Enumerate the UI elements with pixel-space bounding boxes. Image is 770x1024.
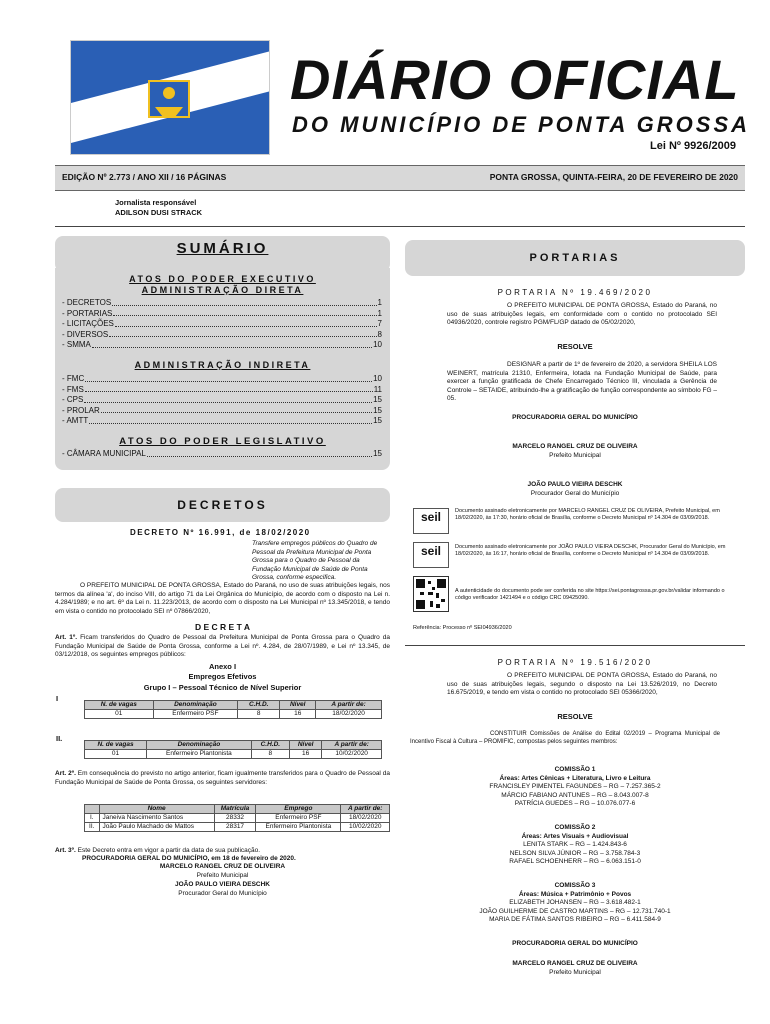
sumario-item[interactable]: - AMTT 15 [62, 416, 382, 425]
decreto-sig1: MARCELO RANGEL CRUZ DE OLIVEIRA [159, 863, 286, 870]
edition-info: EDIÇÃO Nº 2.773 / ANO XII / 16 PÁGINAS [62, 172, 227, 182]
journalist-name: ADILSON DUSI STRACK [115, 208, 203, 217]
sumario-item[interactable]: - DIVERSOS 8 [62, 329, 382, 339]
comissao-3: COMISSÃO 3 Áreas: Música + Patrimônio + Povos ELIZABETH JOHANSEN – RG – 3.618.482-1 JOÃO GUILHERME DE CASTRO MARTINS – RG – 12.731.740-1 MARIA DE FÁTIMA SANTOS RIBEIRO – RG – 6.411.584-9 [479, 882, 671, 923]
anexo-heading: Anexo I [208, 662, 237, 671]
portaria-2-number: PORTARIA Nº 19.516/2020 [497, 658, 653, 667]
sumario-item[interactable]: - FMC 10 [62, 374, 382, 383]
portaria-1-number: PORTARIA Nº 19.469/2020 [497, 288, 653, 297]
vagas-table-2: N. de vagas Denominação C.H.D. Nível A partir de: 01 Enfermeiro Plantonista 8 16 10/02/2020 [84, 740, 382, 759]
qr-verification-text: A autenticidade do documento pode ser conferida no site https://sei.pontagrossa.pr.gov.br/validar informando o código verificador 1421494 e o código CRC 09425090. [455, 588, 725, 601]
indireta-heading: ADMINISTRAÇÃO INDIRETA [134, 360, 311, 370]
legislativo-heading: ATOS DO PODER LEGISLATIVO [119, 436, 326, 447]
portarias-title: PORTARIAS [529, 252, 621, 264]
decreto-ementa: Transfere empregos públicos do Quadro de Pessoal da Prefeitura Municipal de Ponta Grossa para o Quadro de Pessoal da Fundação Municipal de Saúde de Ponta Grossa, conforme especifica. [252, 540, 378, 581]
portaria-1-sig1-role: Prefeito Municipal [549, 452, 601, 459]
portaria-2-intro: O PREFEITO MUNICIPAL DE PONTA GROSSA, Estado do Paraná, no uso de suas atribuições legais, segundo o disposto na Lei 13.526/2019, no Decreto 16.675/2019, e tendo em vista o contido no protocolado SEI 05366/2020, [447, 672, 717, 696]
sumario-item[interactable]: - PORTARIAS 1 [62, 308, 382, 318]
sumario-item[interactable]: - FMS 11 [62, 384, 382, 394]
journalist-block [115, 198, 202, 218]
indireta-list [62, 374, 382, 427]
table-row: I. Janeiva Nascimento Santos 28332 Enfermeiro PSF 18/02/2020 [85, 814, 390, 823]
sumario-item[interactable]: - CPS 15 [62, 395, 382, 404]
empregos-heading: Empregos Efetivos [188, 672, 257, 681]
masthead-subtitle: DO MUNICÍPIO DE PONTA GROSSA [292, 112, 751, 137]
portaria-2-sig1-role: Prefeito Municipal [549, 969, 601, 976]
servidores-table: Nome Matrícula Emprego A partir de: I. Janeiva Nascimento Santos 28332 Enfermeiro PSF 18/02/2020 II. João Paulo Machado de Mattos 28317 Enfermeiro Plantonista 10/02/2020 [84, 804, 390, 832]
sumario-item[interactable]: - SMMA 10 [62, 340, 382, 349]
decretos-title: DECRETOS [177, 498, 268, 512]
exec-heading: ATOS DO PODER EXECUTIVO [129, 274, 316, 284]
decreto-intro: O PREFEITO MUNICIPAL DE PONTA GROSSA, Estado do Paraná, no uso de suas atribuições legais, nos termos da alínea 'a', do inciso VIII, do artigo 71 da Lei Orgânica do Município, de acordo com o disposto na Lei n. 4.284/1989; e no art. 6º da Lei n. 11.223/2013, de acordo com o disposto na Lei Municipal nº 13.345/2018, e tendo em vista o contido no protocolado SEI nº 07866/2020, [55, 582, 390, 615]
portaria-1-resolve: RESOLVE [557, 342, 593, 351]
portaria-1-sig1: MARCELO RANGEL CRUZ DE OLIVEIRA [512, 443, 638, 450]
portaria-1-sig2-role: Procurador Geral do Município [530, 490, 620, 497]
sei-signature-2: Documento assinado eletronicamente por JOÃO PAULO VIEIRA DESCHK, Procurador Geral do Município, em 18/02/2020, às 16:17, horário oficial de Brasília, conforme o Decreto Municipal nº 14.304 de 03/09/2018. [455, 544, 726, 557]
direta-heading: ADMINISTRAÇÃO DIRETA [141, 285, 304, 295]
process-reference: Referência: Processo nº SEI04936/2020 [413, 625, 512, 631]
decreto-sig2-role: Procurador Geral do Município [178, 890, 267, 897]
portaria-1-sig2: JOÃO PAULO VIEIRA DESCHK [527, 481, 623, 488]
divider [55, 226, 745, 227]
edition-date: PONTA GROSSA, QUINTA-FEIRA, 20 DE FEVEREIRO DE 2020 [489, 172, 738, 182]
comissao-1: COMISSÃO 1 Áreas: Artes Cênicas + Literatura, Livro e Leitura FRANCISLEY PIMENTEL FAGUNDES – RG – 7.257.365-2 MÁRCIO FABIANO ANTUNES – RG – 8.043.007-8 PATRÍCIA GUEDES – RG – 10.076.077-6 [489, 766, 661, 807]
qr-code-icon [413, 576, 449, 612]
decreta-heading: D E C R E T A [195, 622, 250, 632]
portaria-1-body: DESIGNAR a partir de 1º de fevereiro de 2020, a servidora SHEILA LOS WEINERT, matrícula 21310, Enfermeira, lotada na Fundação Municipal de Saúde, para exercer a função gratificada de Chefe Encarregado Técnico III, vinculada a Gerência de Controle – SETAIDE, atribuindo-lhe a gratificação de função correspondente ao símbolo FG – 05. [447, 361, 717, 402]
vagas-table-1: N. de vagas Denominação C.H.D. Nível A partir de: 01 Enfermeiro PSF 8 16 18/02/2020 [84, 700, 382, 719]
item-roman-2: II. [56, 734, 63, 743]
art2: Art. 2º. Em consequência do previsto no artigo anterior, ficam igualmente transferidos para o Quadro de Pessoal da Fundação Municipal de Saúde de Ponta Grossa, os seguintes servidores: [55, 770, 390, 786]
sumario-item[interactable]: - CÂMARA MUNICIPAL 15 [62, 449, 382, 458]
art3: Art. 3º. Este Decreto entra em vigor a partir da data de sua publicação. [55, 847, 261, 854]
decreto-sig1-role: Prefeito Municipal [196, 872, 249, 879]
portaria-2-place: PROCURADORIA GERAL DO MUNICÍPIO [512, 940, 638, 947]
municipal-flag-logo [70, 40, 270, 155]
journalist-label: Jornalista responsável [115, 198, 197, 207]
divider [405, 645, 745, 646]
sumario-title: SUMÁRIO [176, 240, 269, 257]
sei-logo-1: seil [413, 508, 449, 534]
portaria-2-resolve: RESOLVE [557, 712, 593, 721]
law-number: Lei Nº 9926/2009 [650, 140, 736, 152]
item-roman-1: I [56, 694, 59, 703]
sei-signature-1: Documento assinado eletronicamente por MARCELO RANGEL CRUZ DE OLIVEIRA, Prefeito Municipal, em 18/02/2020, às 17:30, horário oficial de Brasília, conforme o Decreto Municipal nº 14.304 de 03/09/2018. [455, 508, 720, 521]
decreto-number: DECRETO Nº 16.991, de 18/02/2020 [130, 528, 311, 537]
portaria-1-intro: O PREFEITO MUNICIPAL DE PONTA GROSSA, Estado do Paraná, no uso de suas atribuições legais, em conformidade com o contido no protocolado SEI 04936/2020, controle registro PGM/FL/GP datado de 05/02/2020, [447, 302, 717, 326]
table-row: 01 Enfermeiro PSF 8 16 18/02/2020 [85, 710, 382, 719]
decreto-place: PROCURADORIA GERAL DO MUNICÍPIO, em 18 de fevereiro de 2020. [82, 855, 296, 862]
portaria-2-sig1: MARCELO RANGEL CRUZ DE OLIVEIRA [512, 960, 638, 967]
masthead-title: DIÁRIO OFICIAL [290, 48, 740, 111]
sumario-item[interactable]: - LICITAÇÕES 7 [62, 319, 382, 328]
table-row: II. João Paulo Machado de Mattos 28317 Enfermeiro Plantonista 10/02/2020 [85, 823, 390, 832]
legislativo-list [62, 449, 382, 460]
grupo-heading: Grupo I – Pessoal Técnico de Nível Superior [143, 683, 302, 692]
sumario-item[interactable]: - PROLAR 15 [62, 405, 382, 415]
comissao-2: COMISSÃO 2 Áreas: Artes Visuais + Audiovisual LENITA STARK – RG – 1.424.843-6 NELSON SILVA JÚNIOR – RG – 3.758.784-3 RAFAEL SCHOENHERR – RG – 6.063.151-0 [509, 824, 641, 865]
decreto-sig2: JOÃO PAULO VIEIRA DESCHK [175, 881, 270, 888]
table-row: 01 Enfermeiro Plantonista 8 16 10/02/2020 [85, 750, 382, 759]
sumario-item[interactable]: - DECRETOS 1 [62, 298, 382, 307]
art1: Art. 1º. Ficam transferidos do Quadro de Pessoal da Prefeitura Municipal de Ponta Grossa para o Quadro da Fundação Municipal de Saúde de Ponta Grossa, conforme a Lei nº. 4.284, de 28/07/1989, e Lei nº 13.345, de 03/12/2018, os seguintes empregos públicos: [55, 634, 391, 658]
portaria-1-place: PROCURADORIA GERAL DO MUNICÍPIO [512, 414, 638, 421]
direta-list [62, 298, 382, 351]
portaria-2-body: CONSTITUIR Comissões de Análise do Edital 02/2019 – Programa Municipal de Incentivo Fiscal à Cultura – PROMIFIC, compostas pelos seguintes membros: [410, 731, 720, 745]
sei-logo-2: seil [413, 542, 449, 568]
